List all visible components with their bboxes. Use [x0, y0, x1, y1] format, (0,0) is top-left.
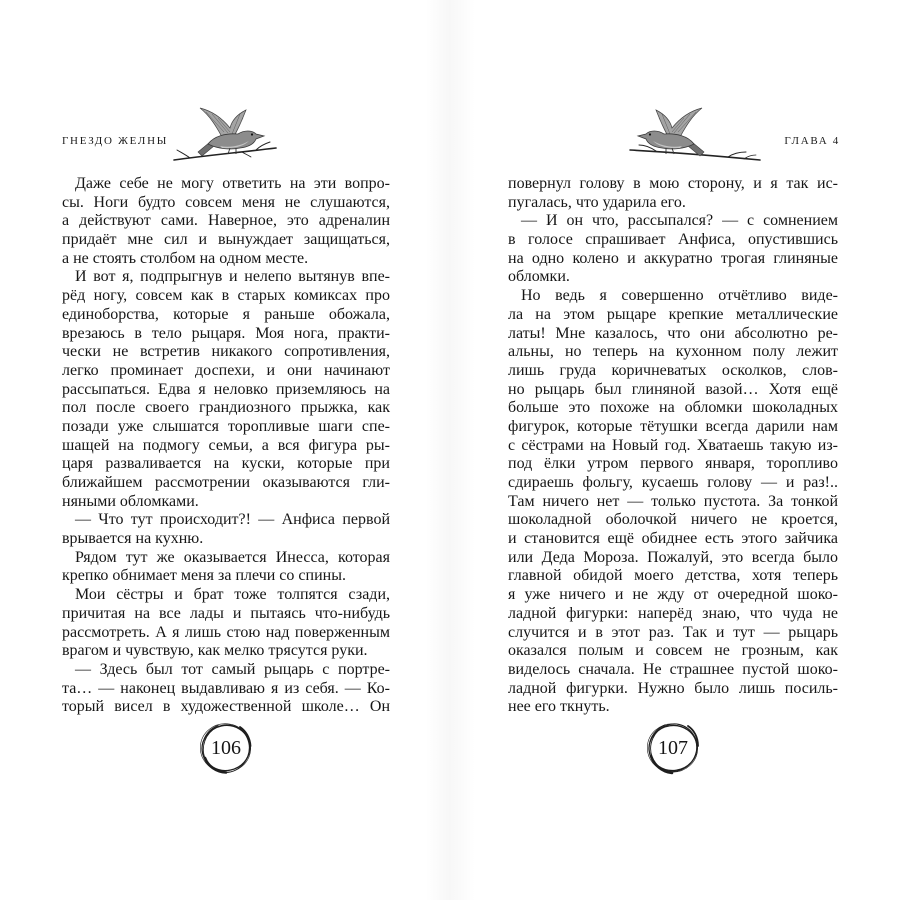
text-line: Там ничего нет — только пустота. За тонкой — [508, 492, 838, 510]
text-line: рассмотреть. А я лишь стою над поверженным — [62, 623, 390, 641]
bird-on-branch-icon — [172, 100, 277, 168]
text-line: сы. Ноги будто совсем меня не слушаются, — [62, 193, 390, 211]
text-line: шоколадной оболочкой ничего не кроется, — [508, 511, 838, 529]
text-line: та… — наконец выдавливаю я из себя. — Ко- — [62, 679, 390, 697]
text-line: рассыпаться. Едва я неловко приземляюсь на — [62, 380, 390, 398]
text-line: няными обломками. — [62, 492, 199, 510]
text-line: или Деда Мороза. Пожалуй, это всегда было — [508, 548, 838, 566]
paragraph — [508, 212, 838, 287]
text-line: Мои сёстры и брат тоже толпятся сзади, — [75, 586, 390, 604]
text-line: ла на этом рыцаре крепкие металлические — [508, 305, 838, 323]
text-line: ближайшем рассмотрении оказываются гли- — [62, 474, 390, 491]
text-line: врывается на кухню. — [62, 530, 204, 548]
text-line: чески не встретив никакого сопротивления, — [62, 343, 390, 361]
text-line: — Что тут происходит?! — Анфиса первой — [75, 511, 390, 529]
text-line: но рыцарь был глиняной вазой… Хотя ещё — [508, 380, 838, 398]
bird-on-branch-icon — [628, 100, 763, 168]
text-line: Но ведь я совершенно отчётливо виде- — [521, 287, 838, 305]
text-line: позади уже слышатся торопливые шаги спе- — [62, 417, 390, 435]
text-line: нее его ткнуть. — [508, 698, 610, 716]
text-line: а действуют сами. Наверное, это адреналин — [62, 212, 390, 230]
paragraph — [62, 268, 390, 511]
text-line: И вот я, подпрыгнув и нелепо вытянув впе- — [75, 268, 390, 286]
text-line: — И он что, рассыпался? — с сомнением — [521, 212, 838, 230]
text-line: причитая на все лады и пытаясь что-нибудь — [62, 604, 390, 622]
text-line: шащей на подмогу семьи, а вся фигура ры- — [62, 436, 390, 454]
text-line: на одно колено и аккуратно трогая глиняные — [508, 249, 838, 267]
text-line: а не стоять столбом на одном месте. — [62, 249, 309, 267]
left-text-block — [62, 175, 390, 717]
paragraph — [62, 586, 390, 661]
text-line: в голосе спрашивает Анфиса, опустившись — [508, 231, 838, 249]
text-line: торый висел в художественной школе… Он — [62, 698, 390, 716]
paragraph — [62, 175, 390, 268]
text-line: альны, но теперь на кухонном полу лежит — [508, 343, 838, 361]
text-line: пугалась, что ударила его. — [508, 193, 686, 211]
paragraph — [62, 661, 390, 717]
text-line: латы! Мне казалось, что они абсолютно ре- — [508, 324, 838, 342]
text-line: под ёлки утром первого января, торопливо — [508, 455, 838, 473]
paragraph — [62, 511, 390, 548]
text-line: я уже ничего и не жду от очередной шоко- — [508, 586, 838, 604]
text-line: Рядом тут же оказывается Инесса, которая — [75, 548, 390, 566]
page-number — [196, 718, 256, 778]
paragraph — [508, 175, 838, 212]
text-line: рёд ногу, совсем как в старых комиксах про — [62, 287, 390, 305]
text-line: повернул голову в мою сторону, и я так ис- — [508, 175, 838, 192]
running-head: ГНЕЗДО ЖЕЛНЫ — [62, 135, 169, 147]
text-line: царя разваливается на куски, которые при — [62, 455, 390, 473]
paragraph — [508, 287, 838, 717]
text-line: Даже себе не могу ответить на эти вопро- — [75, 175, 390, 192]
text-line: больше это похоже на обломки шоколадных — [508, 399, 838, 417]
page-number-text: 106 — [211, 737, 241, 759]
text-line: виделось сначала. Не страшнее пустой шоко- — [508, 660, 838, 678]
text-line: ладной фигурки: наперёд знаю, что чуда не — [508, 604, 838, 622]
text-line: сдираешь фольгу, кусаешь голову — и раз!.. — [508, 474, 838, 491]
text-line: ладной фигурки. Нужно было лишь посиль- — [508, 679, 838, 697]
running-head: ГЛАВА 4 — [784, 135, 840, 147]
text-line: фигурок, которые тётушки всегда дарили нам — [508, 417, 838, 435]
page-number-text: 107 — [658, 737, 688, 759]
text-line: крепко обнимает меня за плечи со спины. — [62, 567, 346, 585]
text-line: врагом и чувствую, как мелко трясутся руки. — [62, 642, 368, 660]
text-line: случится и в этот раз. Так и тут — рыцарь — [508, 623, 838, 641]
text-line: — Здесь был тот самый рыцарь с портре- — [75, 660, 390, 678]
text-line: придаёт мне сил и вынуждает защищаться, — [62, 231, 390, 249]
text-line: обломки. — [508, 268, 570, 286]
text-line: пол после своего грандиозного прыжка, как — [62, 399, 390, 417]
paragraph — [62, 549, 390, 586]
page-number — [643, 718, 703, 778]
page-gutter — [425, 0, 475, 900]
text-line: лишь груда коричневатых осколков, слов- — [508, 361, 838, 379]
text-line: оказался полым и совсем не грозным, как — [508, 642, 838, 660]
text-line: главной обидой моего детства, хотя теперь — [508, 567, 838, 585]
text-line: врезаюсь в тело рыцаря. Моя нога, практи- — [62, 324, 390, 342]
text-line: единоборства, которые я раньше обожала, — [62, 305, 390, 323]
right-text-block — [508, 175, 838, 717]
text-line: с сёстрами на Новый год. Хватаешь такую из- — [508, 436, 838, 454]
text-line: легко проминает доспехи, и они начинают — [62, 361, 390, 379]
text-line: и становится ещё обиднее есть этого зайчика — [508, 530, 838, 548]
